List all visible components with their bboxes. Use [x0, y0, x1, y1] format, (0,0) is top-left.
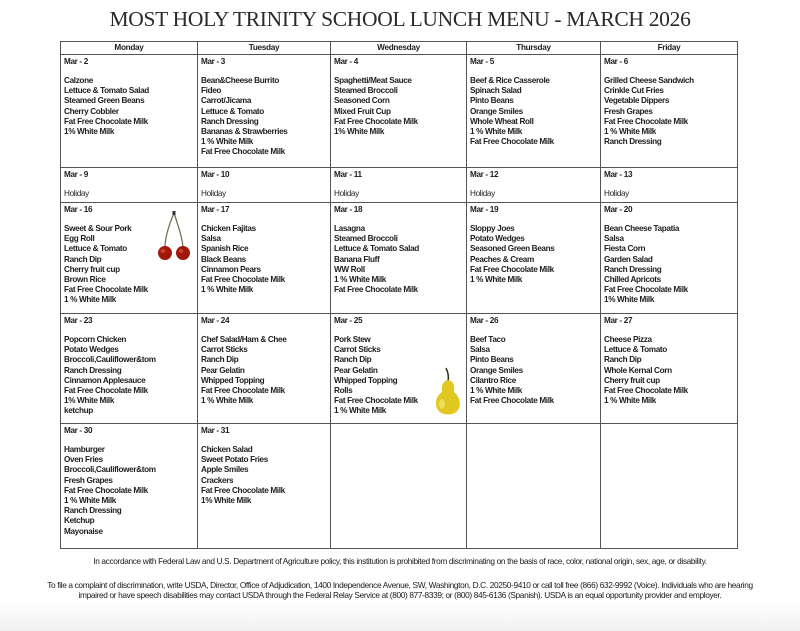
menu-item: Whipped Topping: [334, 375, 398, 385]
menu-item: Fat Free Chocolate Milk: [201, 147, 285, 157]
menu-item: Bananas & Strawberries: [201, 127, 288, 137]
menu-item: Grilled Cheese Sandwich: [604, 76, 694, 85]
day-cell: [61, 203, 198, 314]
menu-item-list: [64, 76, 194, 137]
day-cell: [331, 168, 467, 203]
date-label: Mar - 3: [201, 57, 225, 66]
menu-item: Spaghetti/Meat Sauce: [334, 76, 412, 85]
date-label: Mar - 5: [470, 57, 494, 66]
menu-item: Salsa: [201, 234, 221, 244]
day-cell-content: [601, 168, 737, 199]
menu-item: Fat Free Chocolate Milk: [64, 485, 148, 495]
week-row: [61, 168, 738, 203]
menu-item-list: [470, 224, 597, 285]
menu-item: Steamed Broccoli: [334, 234, 398, 244]
menu-item: Mixed Fruit Cup: [334, 106, 391, 116]
menu-item: 1% White Milk: [334, 127, 385, 137]
holiday-note: Holiday: [201, 189, 226, 198]
menu-item-list: [470, 76, 597, 147]
menu-item: ketchup: [64, 406, 93, 416]
menu-item: Chicken Salad: [201, 445, 253, 454]
menu-item: Fat Free Chocolate Milk: [604, 386, 688, 396]
menu-item: Lettuce & Tomato Salad: [334, 244, 419, 254]
menu-item: Ranch Dressing: [64, 365, 122, 375]
date-label: Mar - 26: [470, 316, 499, 325]
menu-item: Broccoli,Cauliflower&tom: [64, 465, 156, 475]
date-label: Mar - 24: [201, 316, 230, 325]
empty-day-cell: [331, 424, 467, 549]
menu-item: Fat Free Chocolate Milk: [470, 264, 554, 274]
menu-item: Ranch Dip: [334, 355, 372, 365]
menu-item: Banana Fluff: [334, 254, 380, 264]
menu-item: Ranch Dip: [604, 355, 642, 365]
menu-item: 1 % White Milk: [470, 275, 522, 285]
menu-item: 1 % White Milk: [201, 137, 253, 147]
menu-item: Bean Cheese Tapatia: [604, 224, 680, 233]
menu-item: Carrot/Jicama: [201, 96, 252, 106]
menu-item: Vegetable Dippers: [604, 96, 670, 106]
menu-item: 1 % White Milk: [470, 386, 522, 396]
menu-item: Seasoned Green Beans: [470, 244, 555, 254]
menu-item: 1 % White Milk: [604, 396, 656, 406]
menu-item-list: [201, 224, 327, 295]
day-cell: [198, 203, 331, 314]
menu-item: Whole Wheat Roll: [470, 116, 534, 126]
menu-item: Black Beans: [201, 254, 246, 264]
menu-item: Salsa: [470, 345, 490, 355]
lunch-menu-table: [60, 41, 738, 549]
cherries-icon: [157, 211, 191, 261]
menu-item: Fiesta Corn: [604, 244, 646, 254]
menu-item-list: [604, 335, 734, 406]
date-label: Mar - 30: [64, 426, 93, 435]
header-thursday: Thursday: [467, 42, 601, 55]
day-cell-content: [61, 203, 197, 306]
day-cell: [331, 314, 467, 424]
day-cell: [61, 424, 198, 549]
menu-item: 1 % White Milk: [470, 127, 522, 137]
menu-item: Steamed Broccoli: [334, 86, 398, 96]
day-cell-content: [61, 55, 197, 137]
menu-item: Brown Rice: [64, 275, 106, 285]
menu-item: Fat Free Chocolate Milk: [201, 275, 285, 285]
date-label: Mar - 11: [334, 170, 362, 179]
menu-item: Steamed Green Beans: [64, 96, 145, 106]
menu-item: Fresh Grapes: [64, 475, 113, 485]
day-cell-content: [331, 203, 466, 295]
empty-day-cell: [601, 424, 738, 549]
date-label: Mar - 20: [604, 205, 633, 214]
menu-item: 1% White Milk: [604, 295, 655, 305]
holiday-note: Holiday: [334, 189, 359, 198]
menu-item-list: [604, 224, 734, 306]
day-cell: [601, 314, 738, 424]
menu-item: Cilantro Rice: [470, 375, 516, 385]
menu-item: Ranch Dressing: [64, 506, 122, 516]
menu-item: Apple Smiles: [201, 465, 249, 475]
menu-item: Crinkle Cut Fries: [604, 86, 664, 96]
day-cell-content: [331, 424, 466, 425]
menu-item: Pinto Beans: [470, 355, 514, 365]
menu-item: Spinach Salad: [470, 86, 522, 96]
menu-item: 1 % White Milk: [334, 406, 386, 416]
weekday-header-row: [61, 42, 738, 55]
menu-item: Fat Free Chocolate Milk: [64, 116, 148, 126]
menu-item: Fat Free Chocolate Milk: [334, 116, 418, 126]
day-cell: [601, 55, 738, 168]
day-cell-content: [601, 203, 737, 306]
day-cell: [467, 55, 601, 168]
empty-day-cell: [467, 424, 601, 549]
menu-item: Lettuce & Tomato Salad: [64, 86, 149, 96]
menu-item: Lasagna: [334, 224, 365, 233]
day-cell: [61, 314, 198, 424]
menu-item: Fresh Grapes: [604, 106, 653, 116]
day-cell: [331, 55, 467, 168]
pear-icon: [432, 366, 462, 416]
menu-item: Chicken Fajitas: [201, 224, 256, 233]
menu-item: Carrot Sticks: [201, 345, 248, 355]
date-label: Mar - 10: [201, 170, 230, 179]
holiday-note: Holiday: [470, 189, 495, 198]
day-cell-content: [601, 55, 737, 147]
day-cell: [198, 55, 331, 168]
day-cell: [601, 168, 738, 203]
menu-item: Whole Kernal Corn: [604, 365, 672, 375]
complaint-statement: To file a complaint of discrimination, write USDA, Director, Office of Adjudication, 1400 Independence Avenue, SW, Washington, D.C. 20250-9410 or call toll free (866) 632-9992 (Voice). Individuals who are hearing impaired or have speech disabilities may contact USDA through the Federal Relay Service at (800) 877-8339; or (800) 845-6136 (Spanish). USDA is an equal opportunity provider and employer.: [47, 580, 753, 600]
page-title: MOST HOLY TRINITY SCHOOL LUNCH MENU - MARCH 2026: [109, 7, 691, 31]
menu-item: Pork Stew: [334, 335, 371, 344]
day-cell: [198, 314, 331, 424]
header-monday: Monday: [61, 42, 198, 55]
menu-item: Orange Smiles: [470, 365, 523, 375]
day-cell-content: [61, 424, 197, 537]
day-cell: [198, 168, 331, 203]
header-tuesday: Tuesday: [198, 42, 331, 55]
day-cell-content: [61, 168, 197, 199]
date-label: Mar - 13: [604, 170, 633, 179]
menu-item: Fat Free Chocolate Milk: [64, 285, 148, 295]
menu-item: Cherry fruit cup: [604, 375, 660, 385]
menu-item: Potato Wedges: [470, 234, 525, 244]
date-label: Mar - 25: [334, 316, 363, 325]
menu-item-list: [64, 445, 194, 537]
menu-item: 1% White Milk: [64, 127, 115, 137]
day-cell-content: [467, 168, 600, 199]
menu-item: Carrot Sticks: [334, 345, 381, 355]
holiday-note: Holiday: [64, 189, 89, 198]
date-label: Mar - 2: [64, 57, 88, 66]
menu-item: Beef & Rice Casserole: [470, 76, 550, 85]
holiday-note: Holiday: [604, 189, 629, 198]
menu-item: Fat Free Chocolate Milk: [334, 285, 418, 295]
day-cell: [467, 203, 601, 314]
menu-item: 1 % White Milk: [64, 295, 116, 305]
menu-item: 1% White Milk: [201, 496, 252, 506]
menu-item: Fat Free Chocolate Milk: [201, 485, 285, 495]
day-cell-content: [198, 55, 330, 158]
date-label: Mar - 12: [470, 170, 499, 179]
date-label: Mar - 31: [201, 426, 230, 435]
date-label: Mar - 4: [334, 57, 358, 66]
menu-item: Popcorn Chicken: [64, 335, 127, 344]
menu-item: Bean&Cheese Burrito: [201, 76, 279, 85]
day-cell-content: [198, 424, 330, 506]
day-cell-content: [467, 55, 600, 147]
week-row: [61, 314, 738, 424]
menu-item: Potato Wedges: [64, 345, 119, 355]
day-cell-content: [61, 314, 197, 417]
day-cell-content: [467, 314, 600, 406]
menu-item: Cinnamon Applesauce: [64, 375, 146, 385]
menu-item: Ranch Dip: [64, 254, 102, 264]
menu-item: Lettuce & Tomato: [201, 106, 264, 116]
week-row: [61, 55, 738, 168]
date-label: Mar - 23: [64, 316, 93, 325]
menu-item: Broccoli,Cauliflower&tom: [64, 355, 156, 365]
day-cell-content: [198, 314, 330, 406]
menu-item: Pinto Beans: [470, 96, 514, 106]
day-cell-content: [467, 203, 600, 285]
day-cell: [61, 55, 198, 168]
menu-item: Ranch Dressing: [201, 116, 259, 126]
menu-item: Lettuce & Tomato: [604, 345, 667, 355]
week-row: [61, 203, 738, 314]
menu-item: Fat Free Chocolate Milk: [470, 396, 554, 406]
menu-item-list: [201, 335, 327, 406]
menu-item: Peaches & Cream: [470, 254, 534, 264]
day-cell-content: [601, 424, 737, 425]
day-cell-content: [198, 203, 330, 295]
menu-item: 1 % White Milk: [334, 275, 386, 285]
menu-item: 1 % White Milk: [64, 496, 116, 506]
day-cell-content: [331, 168, 466, 199]
date-label: Mar - 19: [470, 205, 499, 214]
menu-item-list: [334, 224, 463, 295]
menu-item: Pear Gelatin: [334, 365, 378, 375]
menu-item: Cherry Cobbler: [64, 106, 119, 116]
day-cell-content: [331, 314, 466, 417]
menu-item: Orange Smiles: [470, 106, 523, 116]
date-label: Mar - 18: [334, 205, 363, 214]
menu-item: Lettuce & Tomato: [64, 244, 127, 254]
menu-item-list: [201, 445, 327, 506]
menu-item: Seasoned Corn: [334, 96, 390, 106]
menu-item: Fideo: [201, 86, 222, 96]
menu-item-list: [201, 76, 327, 158]
day-cell: [198, 424, 331, 549]
menu-item: Fat Free Chocolate Milk: [64, 386, 148, 396]
menu-item: Garden Salad: [604, 254, 653, 264]
menu-item: Fat Free Chocolate Milk: [604, 285, 688, 295]
day-cell-content: [601, 314, 737, 406]
day-cell-content: [198, 168, 330, 199]
menu-item: Sloppy Joes: [470, 224, 515, 233]
menu-item: Chilled Apricots: [604, 275, 661, 285]
menu-item: Oven Fries: [64, 455, 103, 465]
header-wednesday: Wednesday: [331, 42, 467, 55]
header-friday: Friday: [601, 42, 738, 55]
menu-item-list: [64, 335, 194, 417]
menu-item: Cheese Pizza: [604, 335, 652, 344]
day-cell: [601, 203, 738, 314]
menu-item: Spanish Rice: [201, 244, 249, 254]
menu-item: Pear Gelatin: [201, 365, 245, 375]
menu-item-list: [334, 76, 463, 137]
menu-item-list: [604, 76, 734, 147]
nondiscrimination-statement: In accordance with Federal Law and U.S. Department of Agriculture policy, this institution is prohibited from discriminating on the basis of race, color, national origin, sex, age, or disability.: [93, 556, 707, 566]
menu-item: 1 % White Milk: [201, 285, 253, 295]
menu-item: Crackers: [201, 475, 234, 485]
menu-item: Ranch Dip: [201, 355, 239, 365]
menu-item: Chef Salad/Ham & Chee: [201, 335, 287, 344]
date-label: Mar - 27: [604, 316, 633, 325]
day-cell: [61, 168, 198, 203]
menu-item: Sweet Potato Fries: [201, 455, 268, 465]
menu-item: Mayonaise: [64, 526, 103, 536]
menu-item: Salsa: [604, 234, 624, 244]
menu-item: Fat Free Chocolate Milk: [201, 386, 285, 396]
menu-item: 1 % White Milk: [604, 127, 656, 137]
menu-item: Egg Roll: [64, 234, 95, 244]
menu-item-list: [470, 335, 597, 406]
menu-item: 1% White Milk: [64, 396, 115, 406]
date-label: Mar - 16: [64, 205, 93, 214]
menu-item: Ranch Dressing: [604, 137, 662, 147]
menu-item: Cinnamon Pears: [201, 264, 261, 274]
menu-item: Sweet & Sour Pork: [64, 224, 132, 233]
menu-item: Calzone: [64, 76, 93, 85]
menu-item: Whipped Topping: [201, 375, 265, 385]
week-row: [61, 424, 738, 549]
menu-item: 1 % White Milk: [201, 396, 253, 406]
day-cell-content: [467, 424, 600, 425]
menu-item: WW Roll: [334, 264, 365, 274]
menu-item: Fat Free Chocolate Milk: [470, 137, 554, 147]
menu-item: Ranch Dressing: [604, 264, 662, 274]
menu-item: Beef Taco: [470, 335, 506, 344]
day-cell-content: [331, 55, 466, 137]
day-cell: [331, 203, 467, 314]
date-label: Mar - 6: [604, 57, 628, 66]
menu-item: Rolls: [334, 386, 353, 396]
menu-item: Hamburger: [64, 445, 105, 454]
date-label: Mar - 9: [64, 170, 88, 179]
menu-item: Fat Free Chocolate Milk: [604, 116, 688, 126]
menu-item: Fat Free Chocolate Milk: [334, 396, 418, 406]
menu-item: Ketchup: [64, 516, 95, 526]
day-cell: [467, 168, 601, 203]
date-label: Mar - 17: [201, 205, 230, 214]
day-cell: [467, 314, 601, 424]
menu-item: Cherry fruit cup: [64, 264, 120, 274]
